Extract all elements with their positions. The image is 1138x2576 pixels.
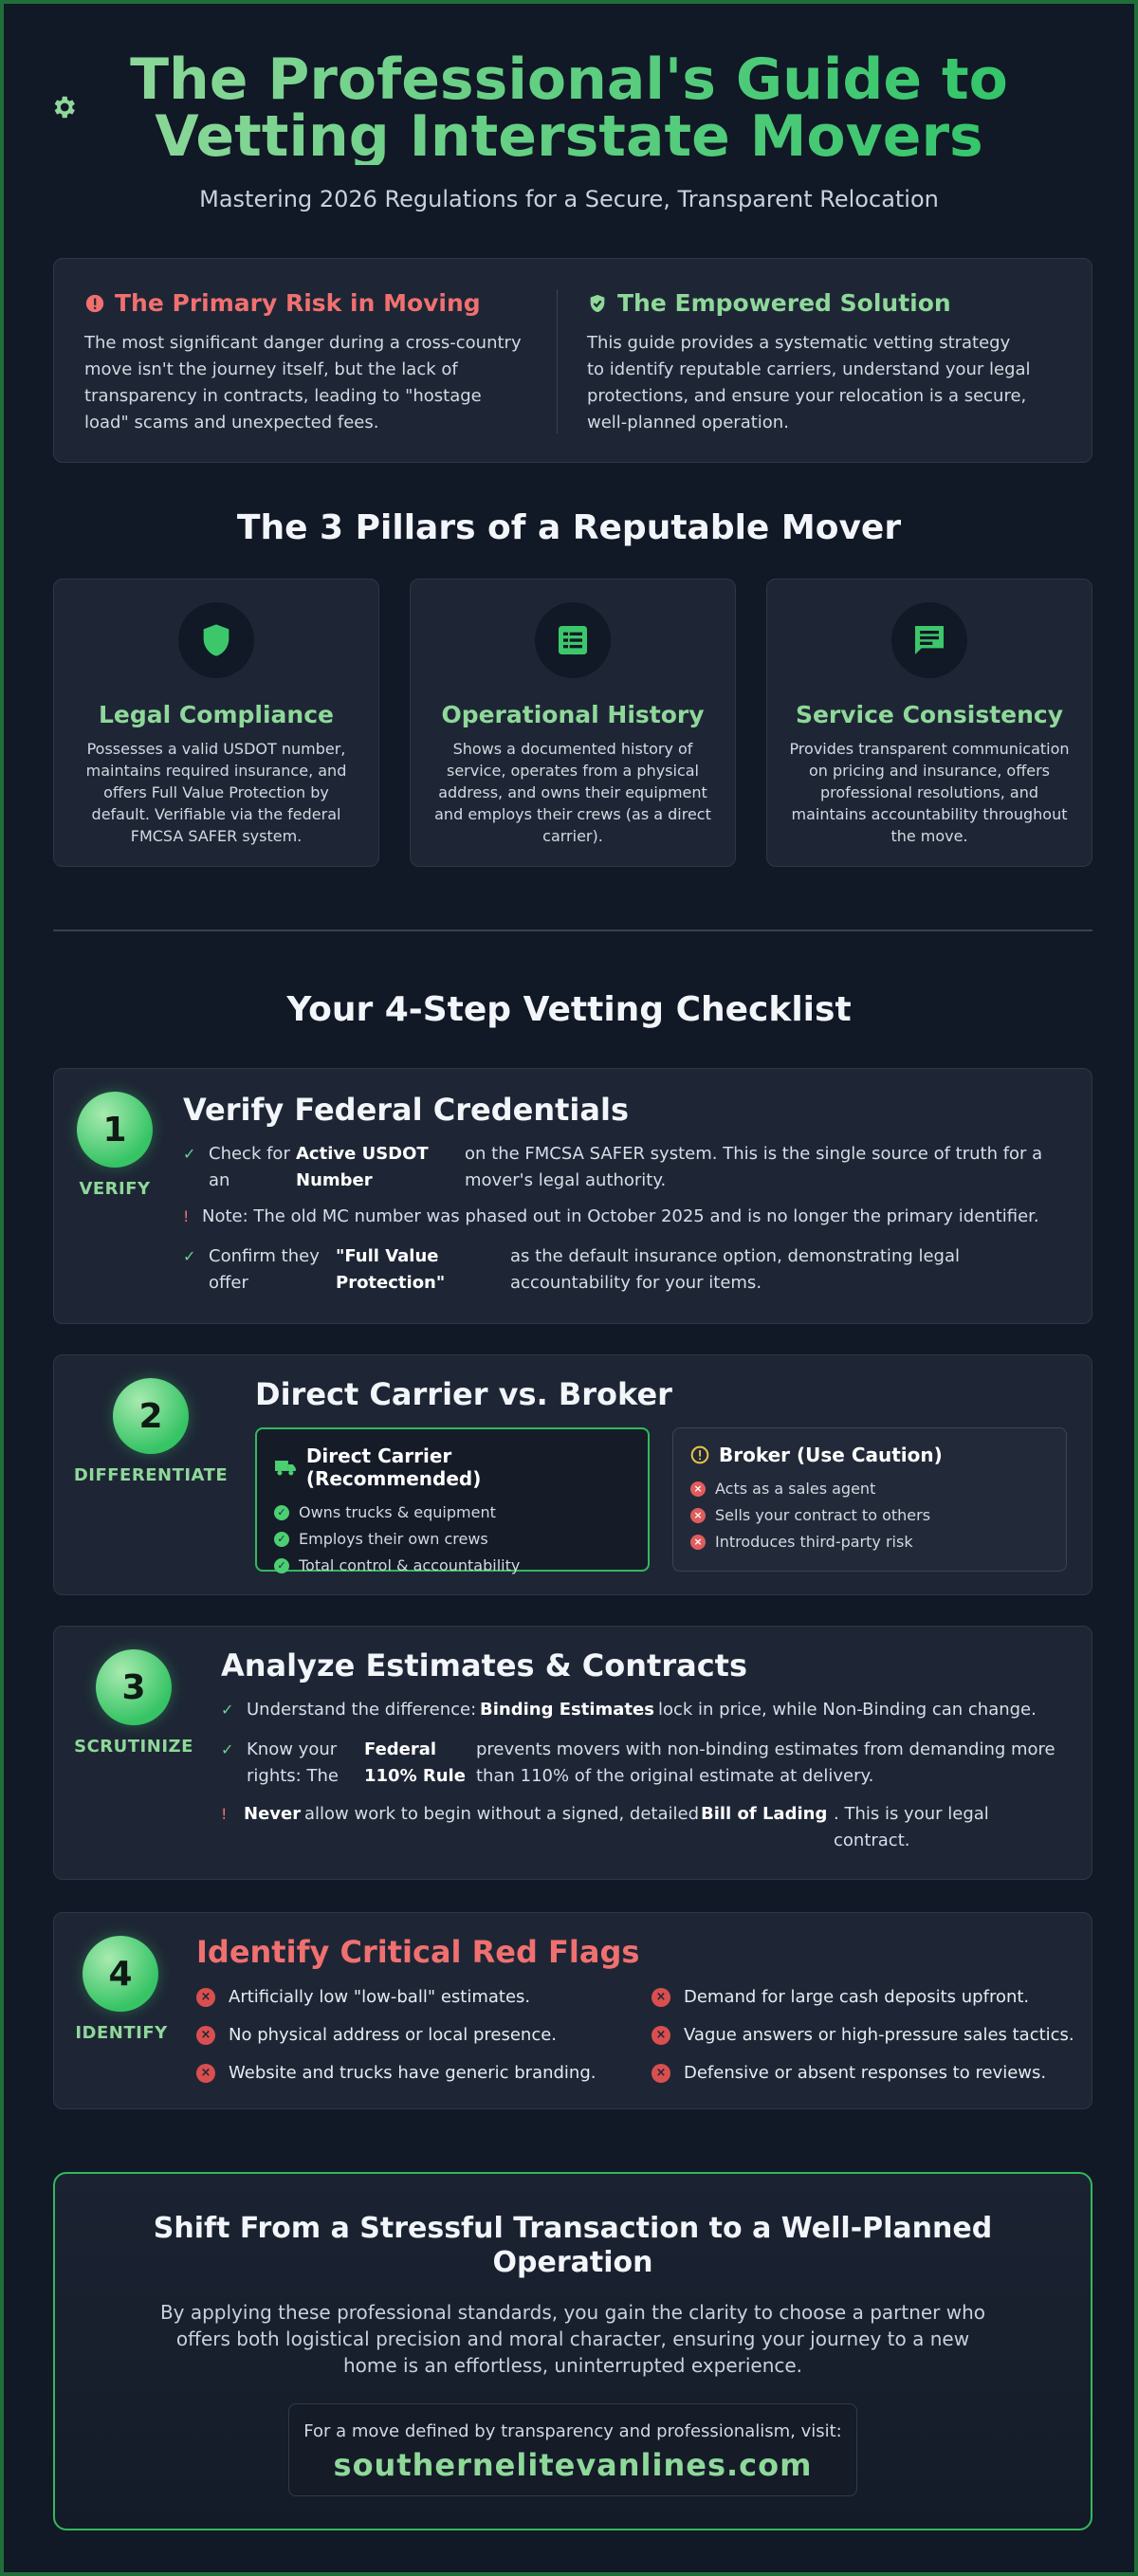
x-circle-icon: ×: [690, 1535, 706, 1550]
item-text: Confirm they offer: [209, 1246, 320, 1293]
pillar-icon-wrap: [535, 602, 611, 678]
item-emphasis: Active USDOT Number: [296, 1144, 429, 1190]
step-number-badge: 2: [113, 1378, 189, 1454]
item-text: Understand the difference:: [247, 1700, 477, 1720]
item-emphasis: Binding Estimates: [480, 1700, 654, 1720]
item-text: . This is your legal contract.: [834, 1804, 989, 1850]
item-text: Know your rights: The: [247, 1739, 339, 1786]
pillar-text: Shows a documented history of service, operates from a physical address, and owns their equipment and employs their crews (as a direct carrier).: [434, 740, 711, 845]
step-title: Direct Carrier vs. Broker: [255, 1376, 672, 1412]
flag-text: Artificially low "low-ball" estimates.: [229, 1987, 531, 2007]
visit-lead: For a move defined by transparency and professionalism, visit:: [303, 2421, 842, 2441]
pillar-title: Service Consistency: [795, 701, 1064, 728]
page-subtitle: Mastering 2026 Regulations for a Secure, Transparent Relocation: [199, 186, 939, 212]
red-flag-item: [196, 2025, 557, 2045]
info-icon: !: [183, 1207, 190, 1225]
checklist-item: [221, 1737, 1074, 1790]
list-icon: [554, 621, 592, 659]
step-label: IDENTIFY: [75, 2023, 168, 2043]
cta-text: By applying these professional standards, you gain the clarity to choose a partner who offers both logistical precision and moral character, ensuring your journey to a new home is an effortless, uninterrupted experience.: [159, 2301, 986, 2377]
flag-text: Defensive or absent responses to reviews.: [684, 2063, 1047, 2083]
check-icon: ✓: [183, 1247, 196, 1265]
risk-text: The most significant danger during a cross-country move isn't the journey itself, but the lack of transparency in contracts, leading to "hostage load" scams and unexpected fees.: [84, 333, 522, 432]
step-4-card: [53, 1912, 1092, 2109]
item-text: Acts as a sales agent: [715, 1480, 876, 1498]
solution-column: [587, 289, 1033, 436]
list-item: [690, 1502, 1049, 1529]
pillar-icon-wrap: [891, 602, 967, 678]
risk-title: The Primary Risk in Moving: [115, 289, 481, 317]
page-title: The Professional's Guide to Vetting Interstate Movers: [95, 51, 1043, 165]
x-circle-icon: ×: [196, 1988, 215, 2007]
step-1-card: [53, 1068, 1092, 1324]
item-emphasis: Never: [244, 1804, 302, 1824]
note-text: Note: The old MC number was phased out in October 2025 and is no longer the primary identifier.: [202, 1206, 1039, 1226]
step-2-card: [53, 1354, 1092, 1595]
warning-circle-icon: [690, 1445, 709, 1464]
list-item: [274, 1500, 631, 1526]
check-icon: ✓: [221, 1701, 234, 1719]
step-number-badge: 1: [77, 1092, 153, 1168]
item-emphasis: Bill of Lading: [701, 1804, 828, 1824]
item-text: allow work to begin without a signed, detailed: [304, 1804, 700, 1824]
checklist-title: Your 4-Step Vetting Checklist: [286, 990, 852, 1029]
header: [4, 46, 1134, 212]
x-circle-icon: ×: [690, 1508, 706, 1523]
alert-icon: !: [221, 1805, 228, 1823]
pillar-legal-compliance: [53, 579, 379, 867]
item-emphasis: "Full Value Protection": [336, 1246, 446, 1293]
solution-title: The Empowered Solution: [617, 289, 951, 317]
item-text: Employs their own crews: [299, 1530, 488, 1548]
alert-icon: [84, 293, 105, 314]
step-3-card: [53, 1626, 1092, 1880]
x-circle-icon: ×: [196, 2064, 215, 2083]
checklist-note: [183, 1204, 1093, 1230]
check-icon: ✓: [221, 1740, 234, 1758]
item-text: Owns trucks & equipment: [299, 1503, 496, 1521]
red-flag-item: [652, 2063, 1046, 2083]
pillar-title: Operational History: [441, 701, 705, 728]
list-item: [690, 1476, 1049, 1502]
x-circle-icon: ×: [652, 1988, 670, 2007]
red-flag-item: [652, 2025, 1074, 2045]
visit-box: [288, 2403, 857, 2496]
checklist-warning: [221, 1801, 1074, 1854]
carrier-title: Direct Carrier (Recommended): [305, 1444, 482, 1490]
solution-text: This guide provides a systematic vetting strategy to identify reputable carriers, understand your legal protections, and ensure your relocation is a secure, well-planned operation.: [587, 333, 1031, 432]
step-label: SCRUTINIZE: [74, 1737, 193, 1757]
item-text: Total control & accountability: [299, 1556, 521, 1574]
check-circle-icon: ✓: [274, 1558, 289, 1573]
list-item: [274, 1553, 631, 1579]
step-title: Verify Federal Credentials: [183, 1092, 629, 1128]
red-flag-item: [196, 1987, 530, 2007]
checklist-item: [183, 1141, 1093, 1194]
pillar-service-consistency: [766, 579, 1092, 867]
chat-icon: [910, 621, 948, 659]
risk-column: [84, 289, 530, 436]
pillar-text: Provides transparent communication on pricing and insurance, offers professional resolutions, and maintains accountability throughout the move.: [789, 740, 1070, 845]
pillar-operational-history: [410, 579, 736, 867]
direct-carrier-box: [255, 1427, 650, 1572]
item-text: Sells your contract to others: [715, 1506, 931, 1524]
checklist-item: [183, 1243, 1093, 1297]
carrier-heading: [274, 1444, 631, 1490]
check-circle-icon: ✓: [274, 1532, 289, 1547]
check-icon: ✓: [183, 1145, 196, 1163]
broker-heading: [690, 1444, 1049, 1466]
x-circle-icon: ×: [196, 2026, 215, 2045]
section-divider: [53, 929, 1092, 931]
cta-title: Shift From a Stressful Transaction to a Well-Planned Operation: [153, 2212, 993, 2279]
list-item: [690, 1529, 1049, 1555]
item-text: Introduces third-party risk: [715, 1533, 913, 1551]
step-number-badge: 4: [83, 1936, 158, 2012]
item-text: on the FMCSA SAFER system. This is the single source of truth for a mover's legal authority.: [465, 1144, 1043, 1190]
red-flag-item: [652, 1987, 1029, 2007]
shield-icon: [197, 621, 235, 659]
solution-heading: [587, 289, 1033, 317]
red-flag-item: [196, 2063, 596, 2083]
item-text: prevents movers with non-binding estimates from demanding more than 110% of the original estimate at delivery.: [476, 1739, 1055, 1786]
flag-text: Demand for large cash deposits upfront.: [684, 1987, 1030, 2007]
step-label: DIFFERENTIATE: [73, 1465, 229, 1485]
list-item: [274, 1526, 631, 1553]
carrier-list: [274, 1500, 631, 1579]
shield-check-icon: [587, 293, 608, 314]
broker-box: [672, 1427, 1067, 1572]
flag-text: Website and trucks have generic branding.: [229, 2063, 597, 2083]
pillars-title: The 3 Pillars of a Reputable Mover: [236, 508, 902, 547]
item-text: lock in price, while Non-Binding can change.: [658, 1700, 1037, 1720]
intro-card: [53, 258, 1092, 463]
step-title: Analyze Estimates & Contracts: [221, 1647, 748, 1684]
flag-text: No physical address or local presence.: [229, 2025, 558, 2045]
step-title: Identify Critical Red Flags: [196, 1934, 640, 1970]
item-text: as the default insurance option, demonstrating legal accountability for your items.: [510, 1246, 961, 1293]
item-emphasis: Federal 110% Rule: [364, 1739, 466, 1786]
cta-card: [53, 2172, 1092, 2530]
pillar-text: Possesses a valid USDOT number, maintains required insurance, and offers Full Value Protection by default. Verifiable via the federal FMCSA SAFER system.: [85, 740, 347, 845]
item-text: Check for an: [209, 1144, 290, 1190]
x-circle-icon: ×: [652, 2026, 670, 2045]
broker-list: [690, 1476, 1049, 1555]
checklist-item: [221, 1697, 1074, 1723]
website-link[interactable]: southernelitevanlines.com: [333, 2447, 813, 2483]
step-number-badge: 3: [96, 1649, 172, 1725]
risk-heading: [84, 289, 530, 317]
truck-icon: [274, 1458, 297, 1477]
step-label: VERIFY: [79, 1179, 151, 1199]
flag-text: Vague answers or high-pressure sales tactics.: [684, 2025, 1074, 2045]
gear-icon: [49, 93, 78, 121]
broker-title: Broker (Use Caution): [719, 1444, 943, 1466]
x-circle-icon: ×: [690, 1481, 706, 1497]
intro-divider: [557, 289, 558, 433]
pillar-title: Legal Compliance: [99, 701, 334, 728]
x-circle-icon: ×: [652, 2064, 670, 2083]
pillar-icon-wrap: [178, 602, 254, 678]
check-circle-icon: ✓: [274, 1505, 289, 1520]
